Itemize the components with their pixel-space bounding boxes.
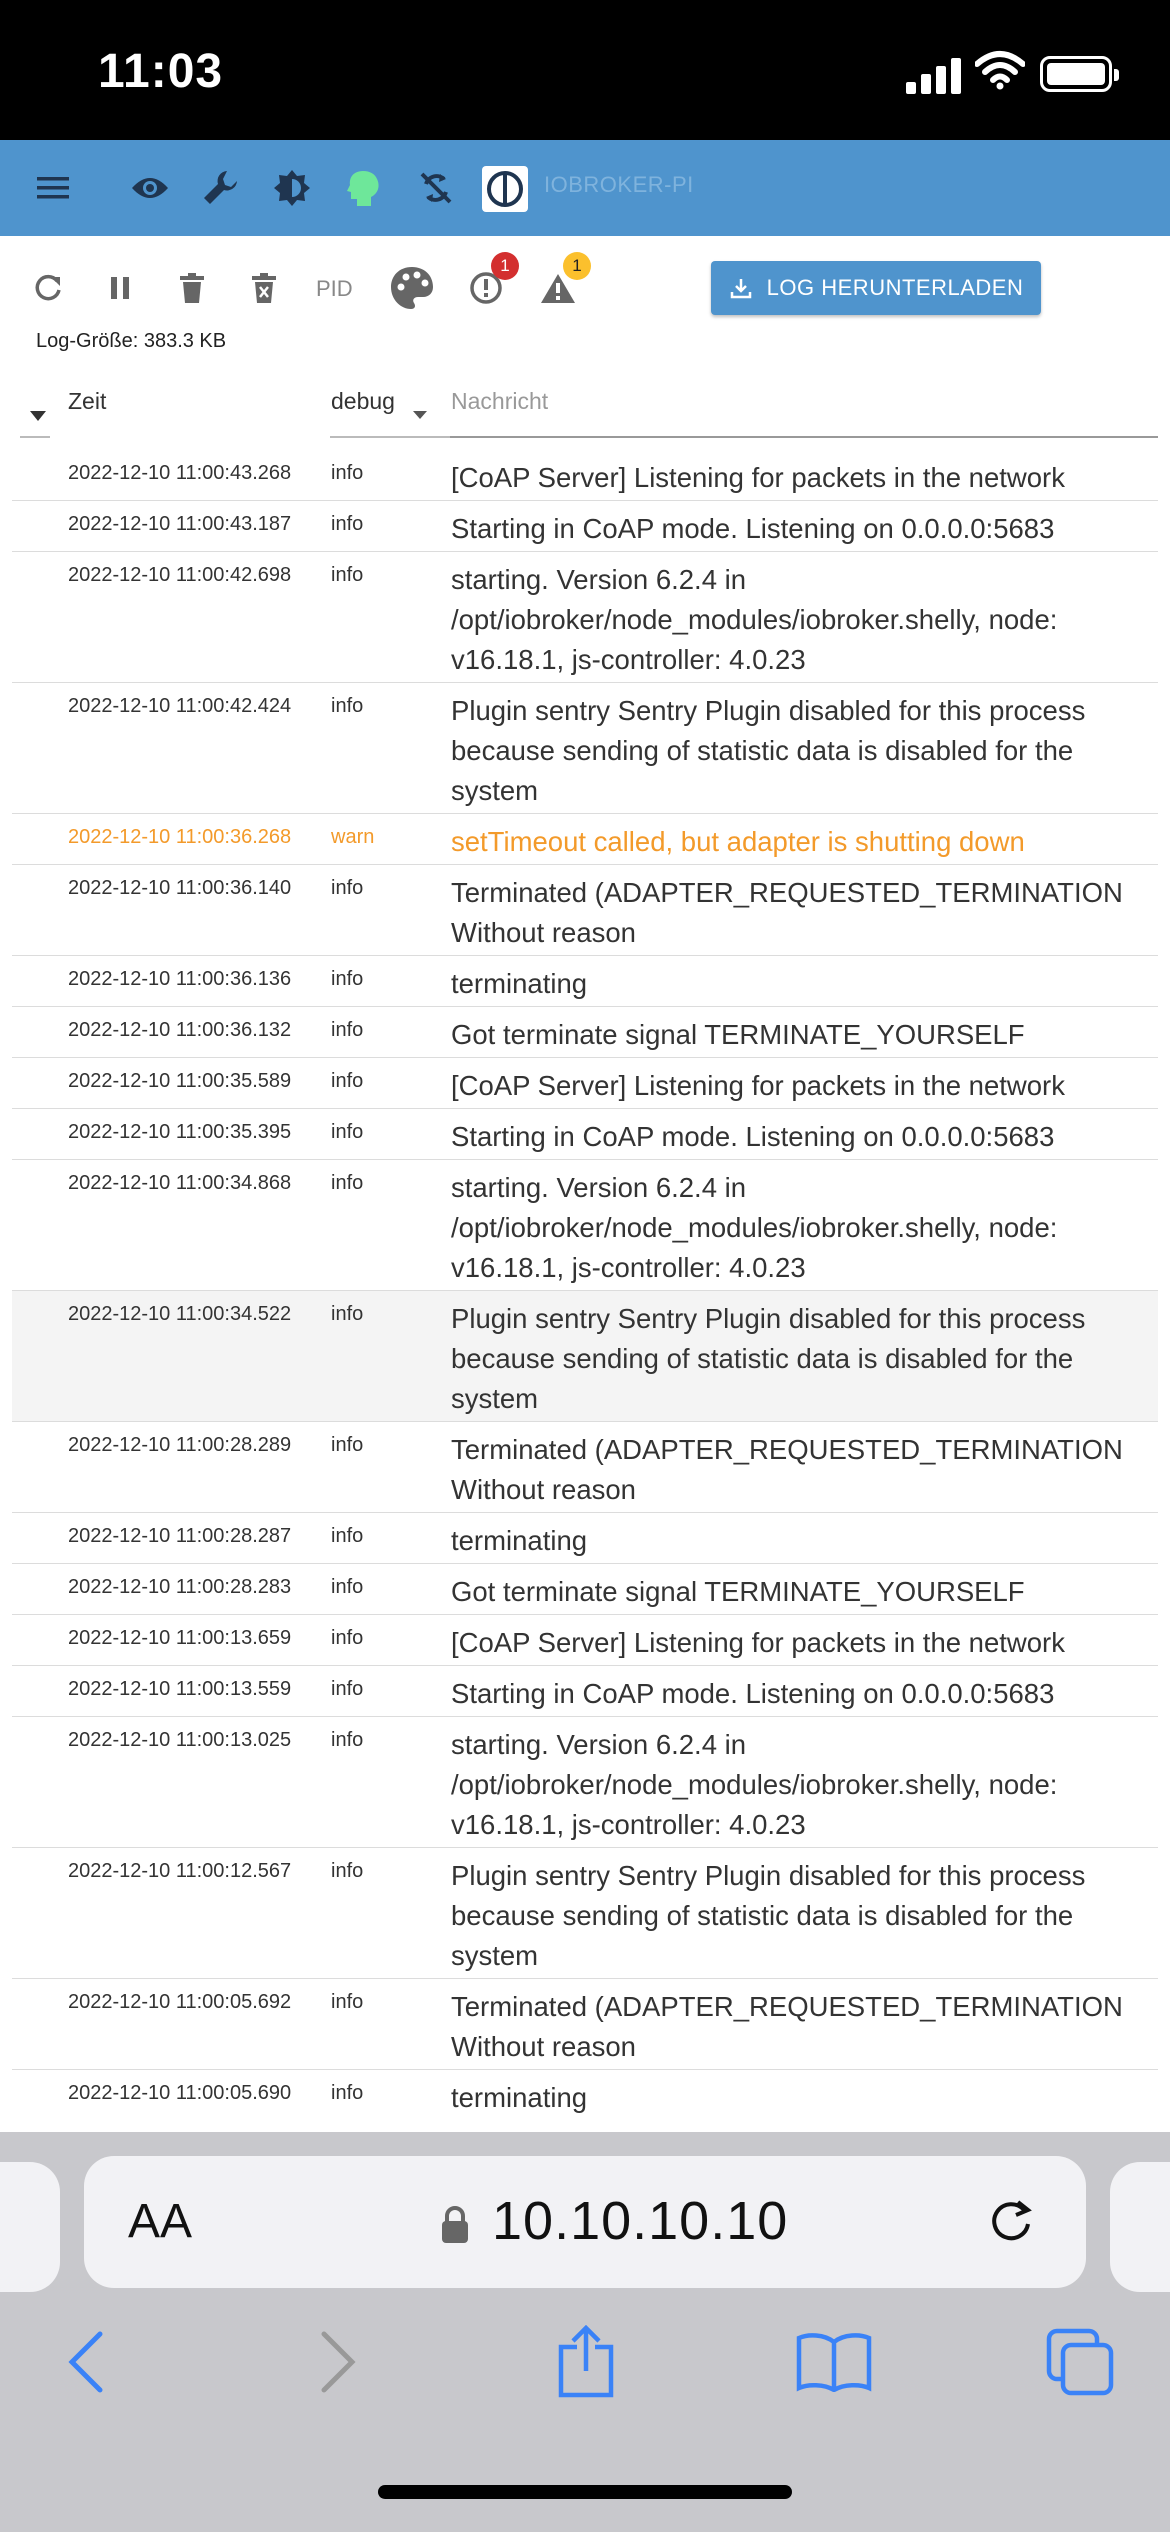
log-time: 2022-12-10 11:00:42.698 bbox=[68, 564, 292, 586]
palette-icon[interactable] bbox=[386, 262, 438, 314]
table-row bbox=[12, 865, 1158, 956]
table-row bbox=[12, 501, 1158, 552]
log-table bbox=[12, 450, 1158, 2120]
log-severity: info bbox=[331, 1627, 364, 1649]
log-message: Terminated (ADAPTER_REQUESTED_TERMINATION Without reason bbox=[451, 1434, 1123, 1505]
cellular-signal-icon bbox=[906, 56, 962, 94]
wifi-icon bbox=[975, 50, 1025, 90]
table-row bbox=[12, 1007, 1158, 1058]
text-size-button[interactable]: AA bbox=[128, 2195, 193, 2248]
log-severity: info bbox=[331, 1860, 364, 1882]
log-time: 2022-12-10 11:00:34.522 bbox=[68, 1303, 292, 1325]
log-message: Got terminate signal TERMINATE_YOURSELF bbox=[451, 1019, 1025, 1050]
log-severity: info bbox=[331, 1172, 364, 1194]
table-row bbox=[12, 1615, 1158, 1666]
table-row bbox=[12, 1848, 1158, 1979]
bookmarks-icon[interactable] bbox=[794, 2322, 874, 2402]
table-row bbox=[12, 1422, 1158, 1513]
log-severity: info bbox=[331, 1678, 364, 1700]
menu-icon[interactable] bbox=[32, 166, 76, 210]
previous-tab-preview[interactable] bbox=[0, 2162, 60, 2292]
log-time: 2022-12-10 11:00:28.289 bbox=[68, 1434, 292, 1456]
log-size: Log-Größe: 383.3 KB bbox=[36, 330, 227, 352]
table-row bbox=[12, 450, 1158, 501]
app-title: IOBROKER-PI bbox=[544, 172, 694, 197]
table-row bbox=[12, 1666, 1158, 1717]
log-time: 2022-12-10 11:00:28.283 bbox=[68, 1576, 292, 1598]
log-time: 2022-12-10 11:00:36.132 bbox=[68, 1019, 292, 1041]
download-log-label: LOG HERUNTERLADEN bbox=[766, 275, 1024, 300]
iobroker-logo bbox=[482, 166, 528, 212]
message-filter-input[interactable]: Nachricht bbox=[451, 388, 549, 414]
battery-icon bbox=[1040, 56, 1112, 92]
log-severity: info bbox=[331, 968, 364, 990]
warning-count-badge: 1 bbox=[563, 252, 591, 280]
log-message: [CoAP Server] Listening for packets in the network bbox=[451, 1627, 1065, 1658]
log-time: 2022-12-10 11:00:36.136 bbox=[68, 968, 292, 990]
pause-icon[interactable] bbox=[96, 264, 144, 312]
url-text: 10.10.10.10 bbox=[492, 2191, 789, 2251]
table-row bbox=[12, 552, 1158, 683]
eye-icon[interactable] bbox=[128, 166, 172, 210]
log-severity: info bbox=[331, 462, 364, 484]
log-time: 2022-12-10 11:00:36.268 bbox=[68, 826, 292, 848]
delete-forever-icon[interactable] bbox=[240, 264, 288, 312]
head-icon[interactable] bbox=[342, 166, 386, 210]
log-message: Plugin sentry Sentry Plugin disabled for this process because sending of statistic data is disabled for the system bbox=[451, 1860, 1086, 1971]
refresh-icon[interactable] bbox=[24, 264, 72, 312]
log-severity: info bbox=[331, 1121, 364, 1143]
wrench-icon[interactable] bbox=[198, 166, 242, 210]
sync-off-icon[interactable] bbox=[414, 166, 458, 210]
table-row bbox=[12, 1717, 1158, 1848]
log-time: 2022-12-10 11:00:34.868 bbox=[68, 1172, 292, 1194]
log-message: starting. Version 6.2.4 in /opt/iobroker/node_modules/iobroker.shelly, node: v16.18.1, js-controller: 4.0.23 bbox=[451, 1172, 1058, 1283]
lock-icon bbox=[440, 2206, 470, 2244]
download-log-button[interactable] bbox=[711, 261, 1041, 315]
log-severity: warn bbox=[331, 826, 375, 848]
table-row bbox=[12, 1979, 1158, 2070]
table-row bbox=[12, 814, 1158, 865]
table-row bbox=[12, 1291, 1158, 1422]
brightness-icon[interactable] bbox=[270, 166, 314, 210]
log-message: starting. Version 6.2.4 in /opt/iobroker/node_modules/iobroker.shelly, node: v16.18.1, js-controller: 4.0.23 bbox=[451, 564, 1058, 675]
safari-toolbar bbox=[0, 2132, 1170, 2532]
log-severity: info bbox=[331, 513, 364, 535]
table-row bbox=[12, 683, 1158, 814]
log-message: Starting in CoAP mode. Listening on 0.0.0.0:5683 bbox=[451, 1121, 1055, 1152]
log-time: 2022-12-10 11:00:13.025 bbox=[68, 1729, 292, 1751]
log-time: 2022-12-10 11:00:43.268 bbox=[68, 462, 292, 484]
table-row bbox=[12, 1564, 1158, 1615]
log-severity: info bbox=[331, 877, 364, 899]
log-time: 2022-12-10 11:00:13.559 bbox=[68, 1678, 292, 1700]
chevron-down-icon[interactable] bbox=[412, 408, 428, 422]
log-message: terminating bbox=[451, 1525, 588, 1556]
next-tab-preview[interactable] bbox=[1110, 2162, 1170, 2292]
log-time: 2022-12-10 11:00:28.287 bbox=[68, 1525, 292, 1547]
log-time: 2022-12-10 11:00:05.690 bbox=[68, 2082, 292, 2104]
log-message: Terminated (ADAPTER_REQUESTED_TERMINATION Without reason bbox=[451, 1991, 1123, 2062]
log-message: Terminated (ADAPTER_REQUESTED_TERMINATION Without reason bbox=[451, 877, 1123, 948]
log-panel bbox=[12, 248, 1158, 2120]
download-icon bbox=[729, 276, 753, 300]
level-filter-select[interactable]: debug bbox=[331, 388, 395, 414]
log-time: 2022-12-10 11:00:35.395 bbox=[68, 1121, 292, 1143]
table-row bbox=[12, 1513, 1158, 1564]
log-time: 2022-12-10 11:00:43.187 bbox=[68, 513, 292, 535]
log-message: Starting in CoAP mode. Listening on 0.0.0.0:5683 bbox=[451, 513, 1055, 544]
sort-arrow-icon[interactable] bbox=[28, 406, 48, 426]
log-message: [CoAP Server] Listening for packets in the network bbox=[451, 1070, 1065, 1101]
log-severity: info bbox=[331, 695, 364, 717]
log-message: terminating bbox=[451, 2082, 588, 2113]
home-indicator bbox=[378, 2485, 792, 2499]
table-row bbox=[12, 1109, 1158, 1160]
share-icon[interactable] bbox=[546, 2322, 626, 2402]
back-icon[interactable] bbox=[46, 2322, 126, 2402]
log-message: [CoAP Server] Listening for packets in the network bbox=[451, 462, 1065, 493]
log-severity: info bbox=[331, 1434, 364, 1456]
log-severity: info bbox=[331, 1070, 364, 1092]
log-severity: info bbox=[331, 1729, 364, 1751]
table-row bbox=[12, 956, 1158, 1007]
tabs-icon[interactable] bbox=[1040, 2322, 1120, 2402]
log-time: 2022-12-10 11:00:42.424 bbox=[68, 695, 292, 717]
table-row bbox=[12, 2070, 1158, 2120]
pid-toggle[interactable]: PID bbox=[316, 276, 353, 301]
log-message: Plugin sentry Sentry Plugin disabled for this process because sending of statistic data is disabled for the system bbox=[451, 1303, 1086, 1414]
log-severity: info bbox=[331, 1019, 364, 1041]
table-row bbox=[12, 1160, 1158, 1291]
status-bar bbox=[0, 0, 1170, 140]
log-message: terminating bbox=[451, 968, 588, 999]
log-severity: info bbox=[331, 564, 364, 586]
log-message: setTimeout called, but adapter is shutting down bbox=[451, 826, 1025, 857]
log-time: 2022-12-10 11:00:05.692 bbox=[68, 1991, 292, 2013]
reload-icon[interactable] bbox=[984, 2194, 1038, 2248]
table-row bbox=[12, 1058, 1158, 1109]
log-message: Plugin sentry Sentry Plugin disabled for this process because sending of statistic data is disabled for the system bbox=[451, 695, 1086, 806]
log-severity: info bbox=[331, 1991, 364, 2013]
log-message: starting. Version 6.2.4 in /opt/iobroker/node_modules/iobroker.shelly, node: v16.18.1, js-controller: 4.0.23 bbox=[451, 1729, 1058, 1840]
log-message: Starting in CoAP mode. Listening on 0.0.0.0:5683 bbox=[451, 1678, 1055, 1709]
log-time: 2022-12-10 11:00:13.659 bbox=[68, 1627, 292, 1649]
log-time: 2022-12-10 11:00:35.589 bbox=[68, 1070, 292, 1092]
log-severity: info bbox=[331, 1303, 364, 1325]
log-severity: info bbox=[331, 1525, 364, 1547]
log-message: Got terminate signal TERMINATE_YOURSELF bbox=[451, 1576, 1025, 1607]
column-header-time[interactable]: Zeit bbox=[68, 388, 107, 414]
log-severity: info bbox=[331, 1576, 364, 1598]
delete-icon[interactable] bbox=[168, 264, 216, 312]
log-time: 2022-12-10 11:00:36.140 bbox=[68, 877, 292, 899]
error-count-badge: 1 bbox=[491, 252, 519, 280]
log-severity: info bbox=[331, 2082, 364, 2104]
address-bar[interactable] bbox=[84, 2156, 1086, 2288]
status-time: 11:03 bbox=[98, 45, 224, 98]
log-time: 2022-12-10 11:00:12.567 bbox=[68, 1860, 292, 1882]
forward-icon[interactable] bbox=[298, 2322, 378, 2402]
